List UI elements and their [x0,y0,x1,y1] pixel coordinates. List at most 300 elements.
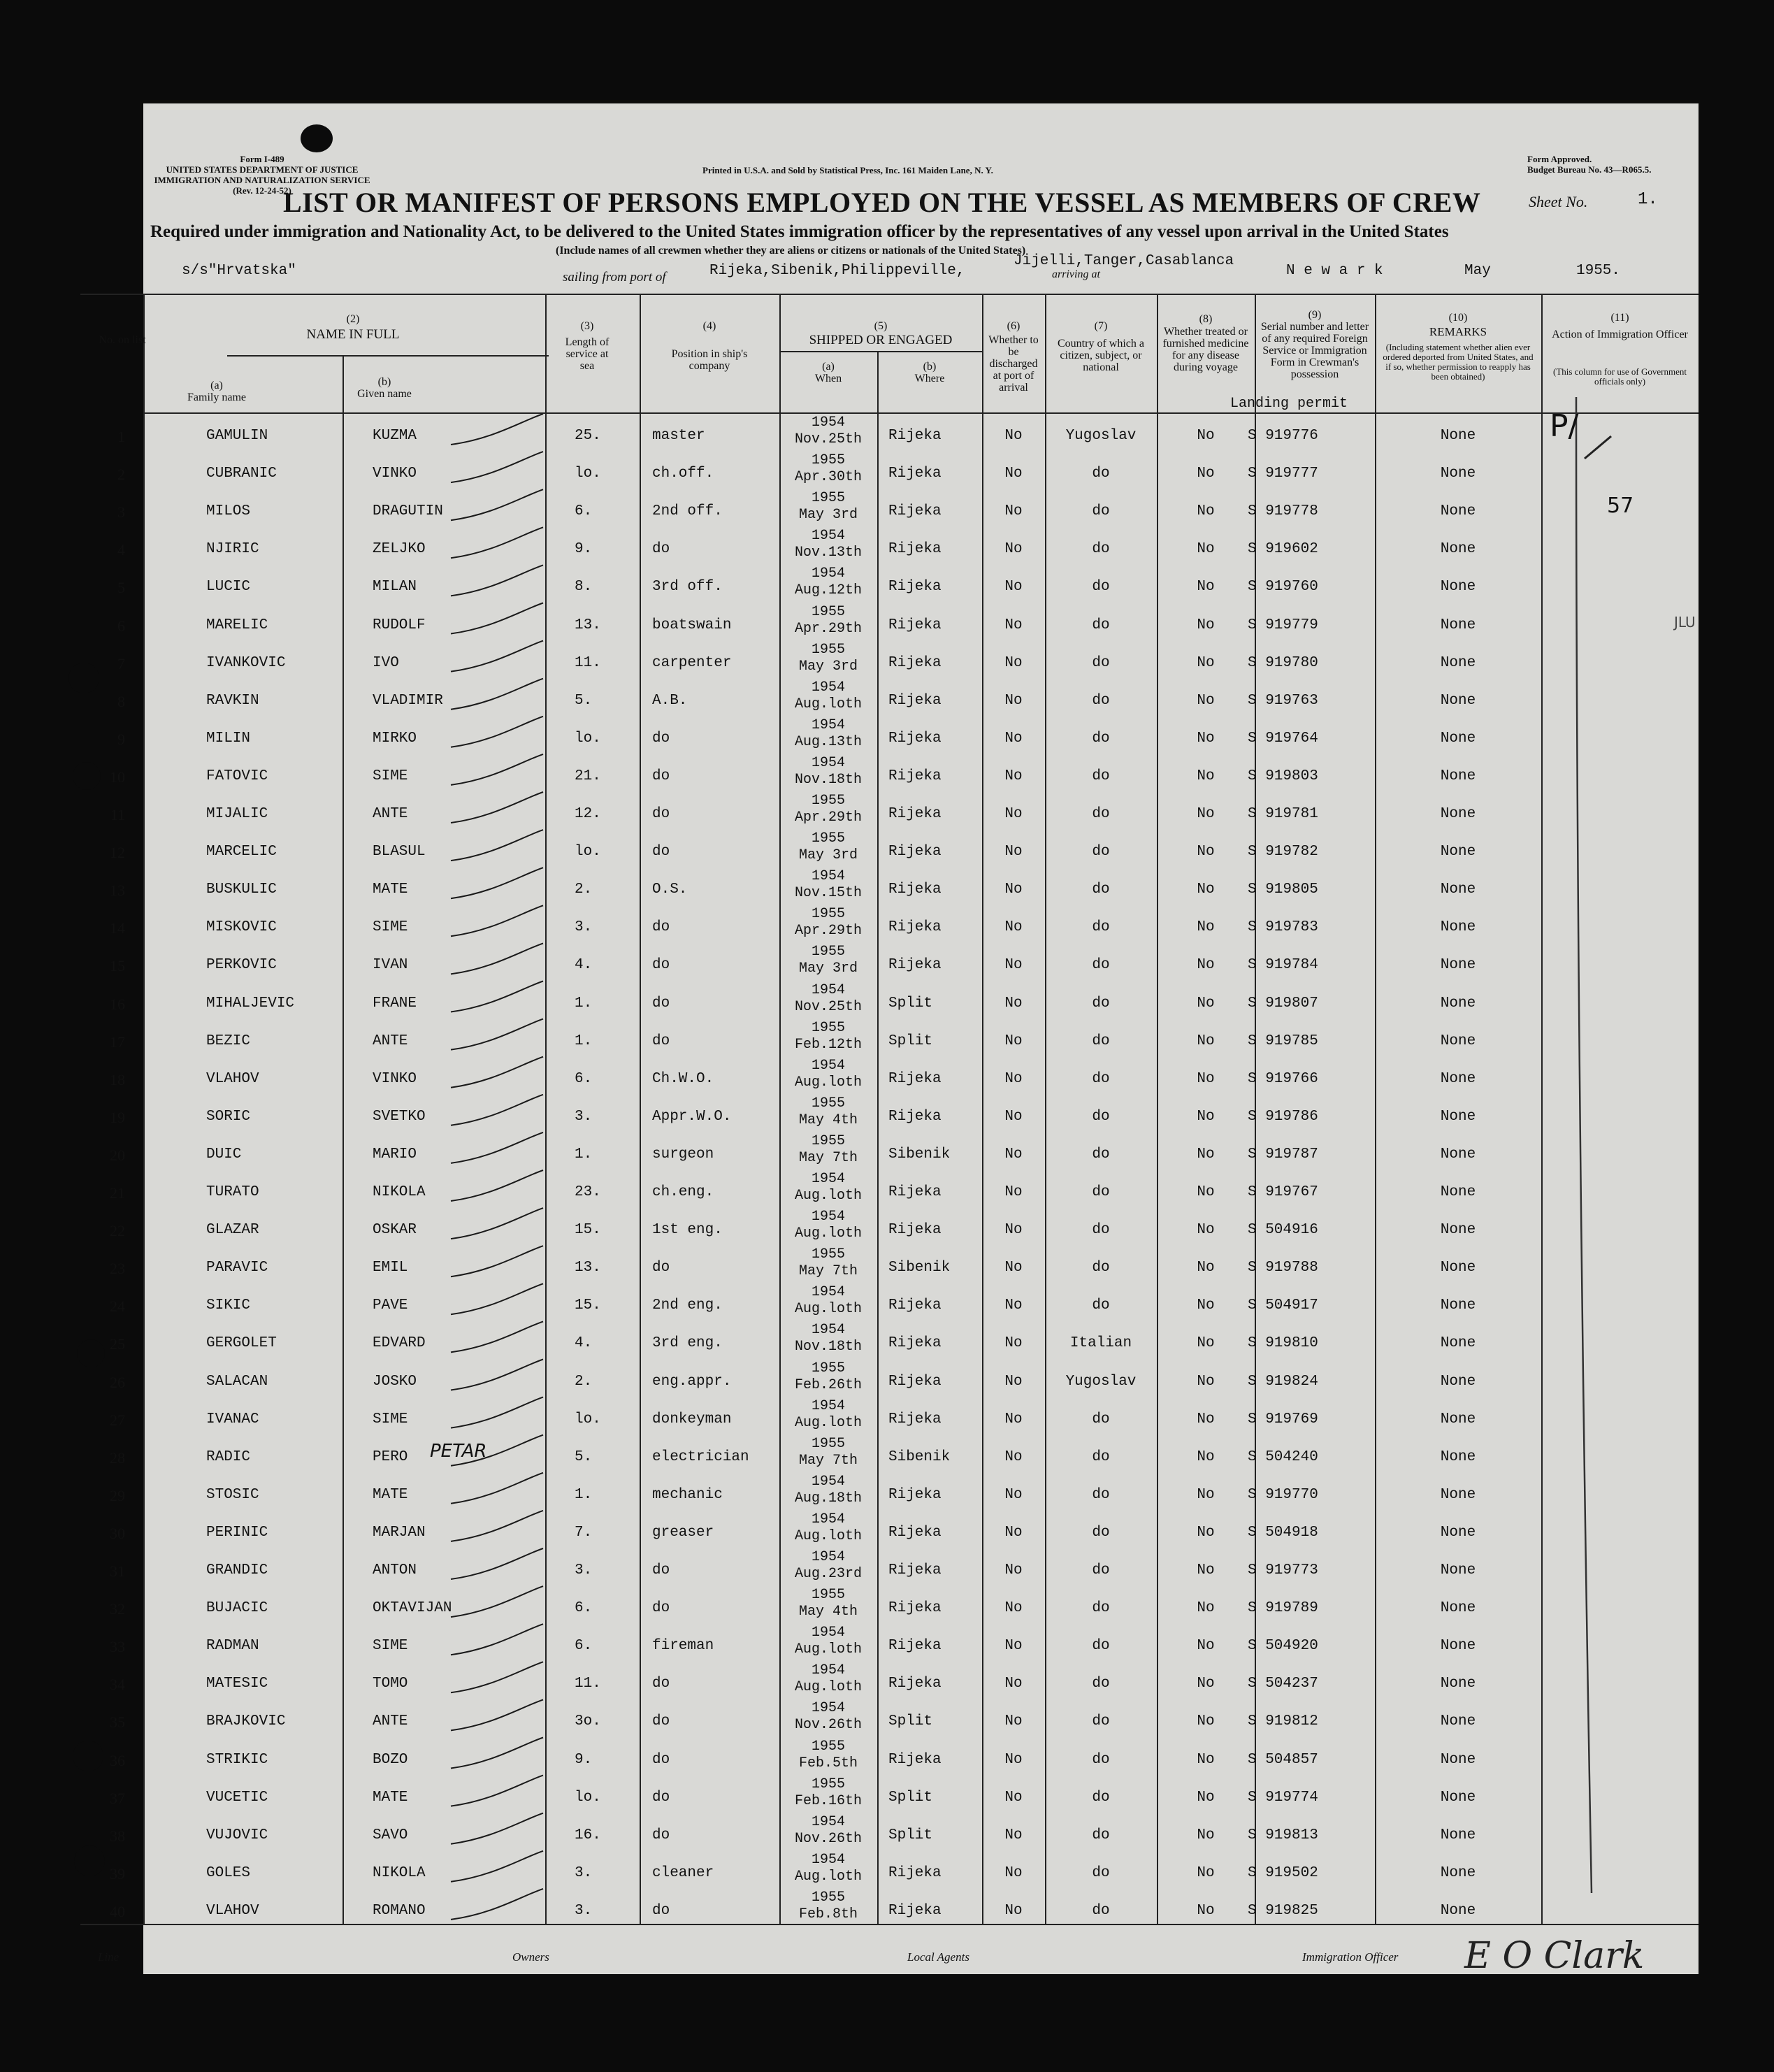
engaged-date: Feb.26th [794,1377,862,1393]
discharged: No [1004,1449,1023,1465]
discharged: No [1004,1146,1023,1163]
citizenship: do [1092,503,1110,519]
citizenship: do [1092,768,1110,784]
family-name: VUJOVIC [206,1827,268,1843]
discharged: No [1004,1790,1023,1806]
row-number: 4 [117,541,125,559]
remarks: None [1440,1790,1476,1806]
row-number: 28 [110,1449,125,1467]
length-of-service: lo. [575,1790,601,1806]
ship-position: do [652,1903,670,1919]
length-of-service: 3o. [575,1713,601,1729]
citizenship: do [1092,1562,1110,1578]
given-name: PERO [373,1449,408,1465]
ship-position: do [652,768,670,784]
ship-position: do [652,1033,670,1049]
remarks: None [1440,1146,1476,1163]
medicine-treated: No [1197,503,1215,519]
citizenship: do [1092,1487,1110,1503]
manifest-subtitle: Required under immigration and Nationality Act, to be delivered to the United States immigration officer by the representatives of any vessel upon arrival in the United States [150,222,1449,241]
discharged: No [1004,1297,1023,1314]
family-name: BUSKULIC [206,882,277,898]
citizenship: do [1092,617,1110,633]
family-name: DUIC [206,1146,242,1163]
medicine-treated: No [1197,731,1215,747]
citizenship: do [1092,995,1110,1012]
given-name: MILAN [373,579,417,595]
citizenship: do [1092,1109,1110,1125]
remarks: None [1440,806,1476,822]
handwriting-overlay [143,103,1699,1974]
discharged: No [1004,1600,1023,1616]
engaged-where: Rijeka [888,541,942,557]
citizenship: do [1092,1903,1110,1919]
serial-number: S 919813 [1248,1827,1318,1843]
engaged-year: 1955 [811,1095,845,1111]
engaged-where: Rijeka [888,428,942,444]
remarks: None [1440,1335,1476,1351]
row-number: 34 [110,1676,125,1693]
given-name: ANTE [373,806,408,822]
citizenship: do [1092,882,1110,898]
engaged-where: Rijeka [888,844,942,860]
serial-number: S 919781 [1248,806,1318,822]
serial-number: S 919774 [1248,1790,1318,1806]
serial-number: S 919777 [1248,466,1318,482]
engaged-date: Nov.18th [794,1339,862,1355]
engaged-year: 1955 [811,793,845,809]
remarks: None [1440,1260,1476,1276]
given-name: MARIO [373,1146,417,1163]
engaged-date: Feb.5th [798,1755,858,1771]
footer-officer: Immigration Officer [1302,1950,1399,1964]
serial-number: S 919776 [1248,428,1318,444]
citizenship: do [1092,1865,1110,1881]
engaged-where: Rijeka [888,882,942,898]
discharged: No [1004,1562,1023,1578]
remarks: None [1440,1297,1476,1314]
engaged-where: Split [888,995,933,1012]
given-name: SVETKO [373,1109,426,1125]
given-name: ROMANO [373,1903,426,1919]
citizenship: Italian [1069,1335,1132,1351]
engaged-year: 1954 [811,755,845,771]
citizenship: do [1092,1297,1110,1314]
length-of-service: 7. [575,1525,593,1541]
given-name: MATE [373,882,408,898]
row-number: 36 [110,1752,125,1769]
header-col11: (11) [1610,312,1629,324]
engaged-where: Rijeka [888,1752,942,1768]
discharged: No [1004,1033,1023,1049]
ship-position: do [652,995,670,1012]
engaged-date: Feb.16th [794,1793,862,1809]
serial-number: S 919782 [1248,844,1318,860]
remarks: None [1440,1638,1476,1654]
remarks: None [1440,617,1476,633]
family-name: MIJALIC [206,806,268,822]
ship-position: ch.off. [652,466,714,482]
length-of-service: 21. [575,768,601,784]
row-number: 21 [110,1184,125,1202]
given-name: MARJAN [373,1525,426,1541]
given-name: OSKAR [373,1222,417,1238]
medicine-treated: No [1197,1903,1215,1919]
include-note: (Include names of all crewmen whether they are aliens or citizens or nationals of the United States) [556,245,1026,257]
ship-position: do [652,844,670,860]
serial-number: S 919502 [1248,1865,1318,1881]
family-name: MARCELIC [206,844,277,860]
vessel-name: s/s"Hrvatska" [182,263,296,279]
engaged-date: Aug.23rd [794,1566,862,1582]
family-name: RADMAN [206,1638,259,1654]
citizenship: do [1092,541,1110,557]
given-name: RUDOLF [373,617,426,633]
citizenship: do [1092,1525,1110,1541]
medicine-treated: No [1197,1449,1215,1465]
citizenship: do [1092,693,1110,709]
remarks: None [1440,1222,1476,1238]
action-column-line [1576,397,1592,1893]
medicine-treated: No [1197,806,1215,822]
engaged-date: Aug.loth [794,1869,862,1885]
remarks: None [1440,844,1476,860]
engaged-year: 1954 [811,1322,845,1338]
given-name: VINKO [373,466,417,482]
discharged: No [1004,957,1023,973]
family-name: BEZIC [206,1033,251,1049]
citizenship: do [1092,806,1110,822]
row-number: 5 [117,579,125,596]
engaged-year: 1954 [811,868,845,884]
header-where-b: (b) [923,361,937,373]
serial-number: S 919778 [1248,503,1318,519]
serial-number: S 919805 [1248,882,1318,898]
row-number: 7 [117,655,125,672]
row-number: 31 [110,1562,125,1580]
engaged-where: Rijeka [888,1222,942,1238]
engaged-year: 1954 [811,566,845,582]
length-of-service: 3. [575,1865,593,1881]
ship-position: do [652,541,670,557]
remarks: None [1440,1033,1476,1049]
medicine-treated: No [1197,957,1215,973]
discharged: No [1004,655,1023,671]
medicine-treated: No [1197,882,1215,898]
engaged-year: 1954 [811,1700,845,1716]
handwritten-petar: PETAR [430,1441,487,1462]
row-number: 14 [110,919,125,937]
ship-position: do [652,1827,670,1843]
header-serial: Serial number and letter of any required Foreign Service or Immigration Form in Crewman's possession [1260,321,1369,380]
ship-position: Ch.W.O. [652,1071,714,1087]
length-of-service: 2. [575,882,593,898]
medicine-treated: No [1197,617,1215,633]
engaged-date: Apr.29th [794,810,862,826]
engaged-where: Rijeka [888,1600,942,1616]
medicine-treated: No [1197,1600,1215,1616]
ports-of-departure: Rijeka,Sibenik,Philippeville, [709,263,965,279]
row-number: 27 [110,1411,125,1429]
given-name: MATE [373,1487,408,1503]
row-number: 35 [110,1713,125,1731]
given-name: FRANE [373,995,417,1012]
remarks: None [1440,1525,1476,1541]
engaged-where: Rijeka [888,731,942,747]
ship-position: mechanic [652,1487,723,1503]
row-number: 39 [110,1865,125,1883]
citizenship: do [1092,1600,1110,1616]
citizenship: do [1092,1827,1110,1843]
remarks: None [1440,1374,1476,1390]
row-number: 37 [110,1790,125,1807]
serial-number: S 919783 [1248,919,1318,935]
citizenship: do [1092,655,1110,671]
length-of-service: lo. [575,1411,601,1427]
remarks: None [1440,731,1476,747]
citizenship: do [1092,1411,1110,1427]
ship-position: do [652,919,670,935]
engaged-year: 1955 [811,830,845,847]
header-col10: (10) [1448,312,1468,324]
engaged-date: Aug.loth [794,1641,862,1657]
engaged-where: Rijeka [888,1071,942,1087]
arriving-label: arriving at [1052,268,1100,280]
discharged: No [1004,1260,1023,1276]
row-number: 6 [117,617,125,635]
serial-number: S 919760 [1248,579,1318,595]
remarks: None [1440,655,1476,671]
row-number: 32 [110,1600,125,1618]
engaged-where: Rijeka [888,1109,942,1125]
given-name: SIME [373,1638,408,1654]
row-number: 15 [110,957,125,974]
remarks: None [1440,1752,1476,1768]
family-name: GERGOLET [206,1335,277,1351]
length-of-service: 15. [575,1297,601,1314]
manifest-title: LIST OR MANIFEST OF PERSONS EMPLOYED ON THE VESSEL AS MEMBERS OF CREW [283,187,1481,218]
length-of-service: 1. [575,1146,593,1163]
citizenship: Yugoslav [1065,428,1137,444]
family-name: GAMULIN [206,428,268,444]
remarks: None [1440,995,1476,1012]
discharged: No [1004,1676,1023,1692]
length-of-service: 3. [575,1109,593,1125]
header-remarks-note: (Including statement whether alien ever ordered deported from United States, and if so, whether permission to reapply has been obtained) [1383,342,1534,382]
header-action: Action of Immigration Officer [1552,329,1688,340]
ship-position: carpenter [652,655,732,671]
engaged-date: Nov.25th [794,431,862,447]
engaged-year: 1954 [811,1209,845,1225]
medicine-treated: No [1197,1865,1215,1881]
family-name: PERINIC [206,1525,268,1541]
serial-number: S 919824 [1248,1374,1318,1390]
engaged-year: 1954 [811,415,845,431]
engaged-date: Aug.loth [794,696,862,712]
serial-number: S 919764 [1248,731,1318,747]
remarks: None [1440,882,1476,898]
citizenship: do [1092,957,1110,973]
given-name: EMIL [373,1260,408,1276]
footer-owners: Owners [512,1950,549,1964]
discharged: No [1004,806,1023,822]
row-number: 38 [110,1827,125,1845]
formId-line: UNITED STATES DEPARTMENT OF JUSTICE [166,164,359,175]
given-name: IVO [373,655,399,671]
header-shipped: SHIPPED OR ENGAGED [809,333,953,347]
engaged-date: Nov.13th [794,545,862,561]
header-col7: (7) [1094,320,1108,332]
row-number: 11 [110,806,125,823]
serial-number: S 504920 [1248,1638,1318,1654]
engaged-year: 1954 [811,1398,845,1414]
length-of-service: 11. [575,1676,601,1692]
ship-position: do [652,731,670,747]
discharged: No [1004,1222,1023,1238]
discharged: No [1004,579,1023,595]
given-name: MIRKO [373,731,417,747]
discharged: No [1004,882,1023,898]
family-name: SALACAN [206,1374,268,1390]
row-number: 10 [110,768,125,786]
ship-position: master [652,428,705,444]
serial-number: S 919810 [1248,1335,1318,1351]
engaged-where: Rijeka [888,768,942,784]
family-name: CUBRANIC [206,466,277,482]
sailing-label: sailing from port of [563,270,666,285]
engaged-year: 1955 [811,944,845,960]
row-number: 33 [110,1638,125,1655]
header-length: Length of service at sea [565,336,610,372]
length-of-service: 3. [575,919,593,935]
engaged-year: 1955 [811,452,845,468]
serial-number: S 504240 [1248,1449,1318,1465]
medicine-treated: No [1197,844,1215,860]
header-discharged: Whether to be discharged at port of arrival [988,334,1039,394]
engaged-date: May 7th [798,1150,858,1166]
engaged-date: May 7th [798,1453,858,1469]
length-of-service: 13. [575,617,601,633]
given-name: NIKOLA [373,1184,426,1200]
engaged-date: Aug.loth [794,1074,862,1091]
engaged-date: Aug.loth [794,1679,862,1695]
family-name: PARAVIC [206,1260,268,1276]
engaged-where: Rijeka [888,1487,942,1503]
engaged-where: Rijeka [888,919,942,935]
medicine-treated: No [1197,428,1215,444]
length-of-service: 6. [575,1638,593,1654]
header-name-in-full: NAME IN FULL [306,327,400,342]
medicine-treated: No [1197,1109,1215,1125]
ship-position: 3rd off. [652,579,723,595]
ship-position: 2nd off. [652,503,723,519]
ship-position: electrician [652,1449,749,1465]
handwritten-count: 57 [1607,494,1634,518]
engaged-date: May 4th [798,1604,858,1620]
medicine-treated: No [1197,1146,1215,1163]
row-number: 12 [110,844,125,861]
engaged-year: 1954 [811,1662,845,1678]
given-name: ANTE [373,1033,408,1049]
engaged-where: Rijeka [888,1676,942,1692]
engaged-date: Feb.8th [798,1906,858,1922]
engaged-where: Rijeka [888,1903,942,1919]
engaged-date: Aug.loth [794,1301,862,1317]
engaged-where: Rijeka [888,1411,942,1427]
serial-number: S 919803 [1248,768,1318,784]
medicine-treated: No [1197,1676,1215,1692]
remarks: None [1440,1562,1476,1578]
ship-position: boatswain [652,617,732,633]
discharged: No [1004,768,1023,784]
action-tick [1585,436,1611,459]
remarks: None [1440,919,1476,935]
serial-number: S 919785 [1248,1033,1318,1049]
ship-position: cleaner [652,1865,714,1881]
engaged-year: 1955 [811,642,845,658]
ship-position: 3rd eng. [652,1335,723,1351]
family-name: MILOS [206,503,251,519]
ship-position: greaser [652,1525,714,1541]
medicine-treated: No [1197,1411,1215,1427]
engaged-year: 1955 [811,1246,845,1262]
remarks: None [1440,768,1476,784]
medicine-treated: No [1197,579,1215,595]
medicine-treated: No [1197,1525,1215,1541]
engaged-where: Split [888,1790,933,1806]
engaged-date: Aug.loth [794,1225,862,1242]
citizenship: Yugoslav [1065,1374,1137,1390]
engaged-date: Nov.25th [794,999,862,1015]
medicine-treated: No [1197,655,1215,671]
punch-hole [68,663,99,693]
family-name: VLAHOV [206,1903,259,1919]
row-number: 9 [117,731,125,748]
remarks: None [1440,1071,1476,1087]
row-number: 22 [110,1222,125,1239]
header-position: Position in ship's company [671,348,748,372]
citizenship: do [1092,1790,1110,1806]
discharged: No [1004,466,1023,482]
row-number: 18 [110,1071,125,1088]
serial-number: S 919773 [1248,1562,1318,1578]
length-of-service: lo. [575,844,601,860]
row-number: 17 [110,1033,125,1051]
given-name: IVAN [373,957,408,973]
formId-line: (Rev. 12-24-52) [233,185,291,196]
engaged-where: Rijeka [888,503,942,519]
length-of-service: 3. [575,1903,593,1919]
length-of-service: 11. [575,655,601,671]
approvedBox-line: Budget Bureau No. 43—R065.5. [1527,164,1652,175]
engaged-where: Rijeka [888,1297,942,1314]
serial-number: S 919770 [1248,1487,1318,1503]
engaged-where: Rijeka [888,1525,942,1541]
row-number: 1 [117,428,125,445]
footer-agents: Local Agents [907,1950,969,1964]
family-name: MISKOVIC [206,919,277,935]
serial-number: S 919779 [1248,617,1318,633]
engaged-where: Sibenik [888,1260,951,1276]
punch-hole [77,1339,105,1367]
family-name: PERKOVIC [206,957,277,973]
discharged: No [1004,1713,1023,1729]
medicine-treated: No [1197,919,1215,935]
header-col2: (2) [346,313,360,325]
engaged-date: Aug.18th [794,1490,862,1506]
discharged: No [1004,1865,1023,1881]
officer-signature: E O Clark [1464,1935,1645,1977]
